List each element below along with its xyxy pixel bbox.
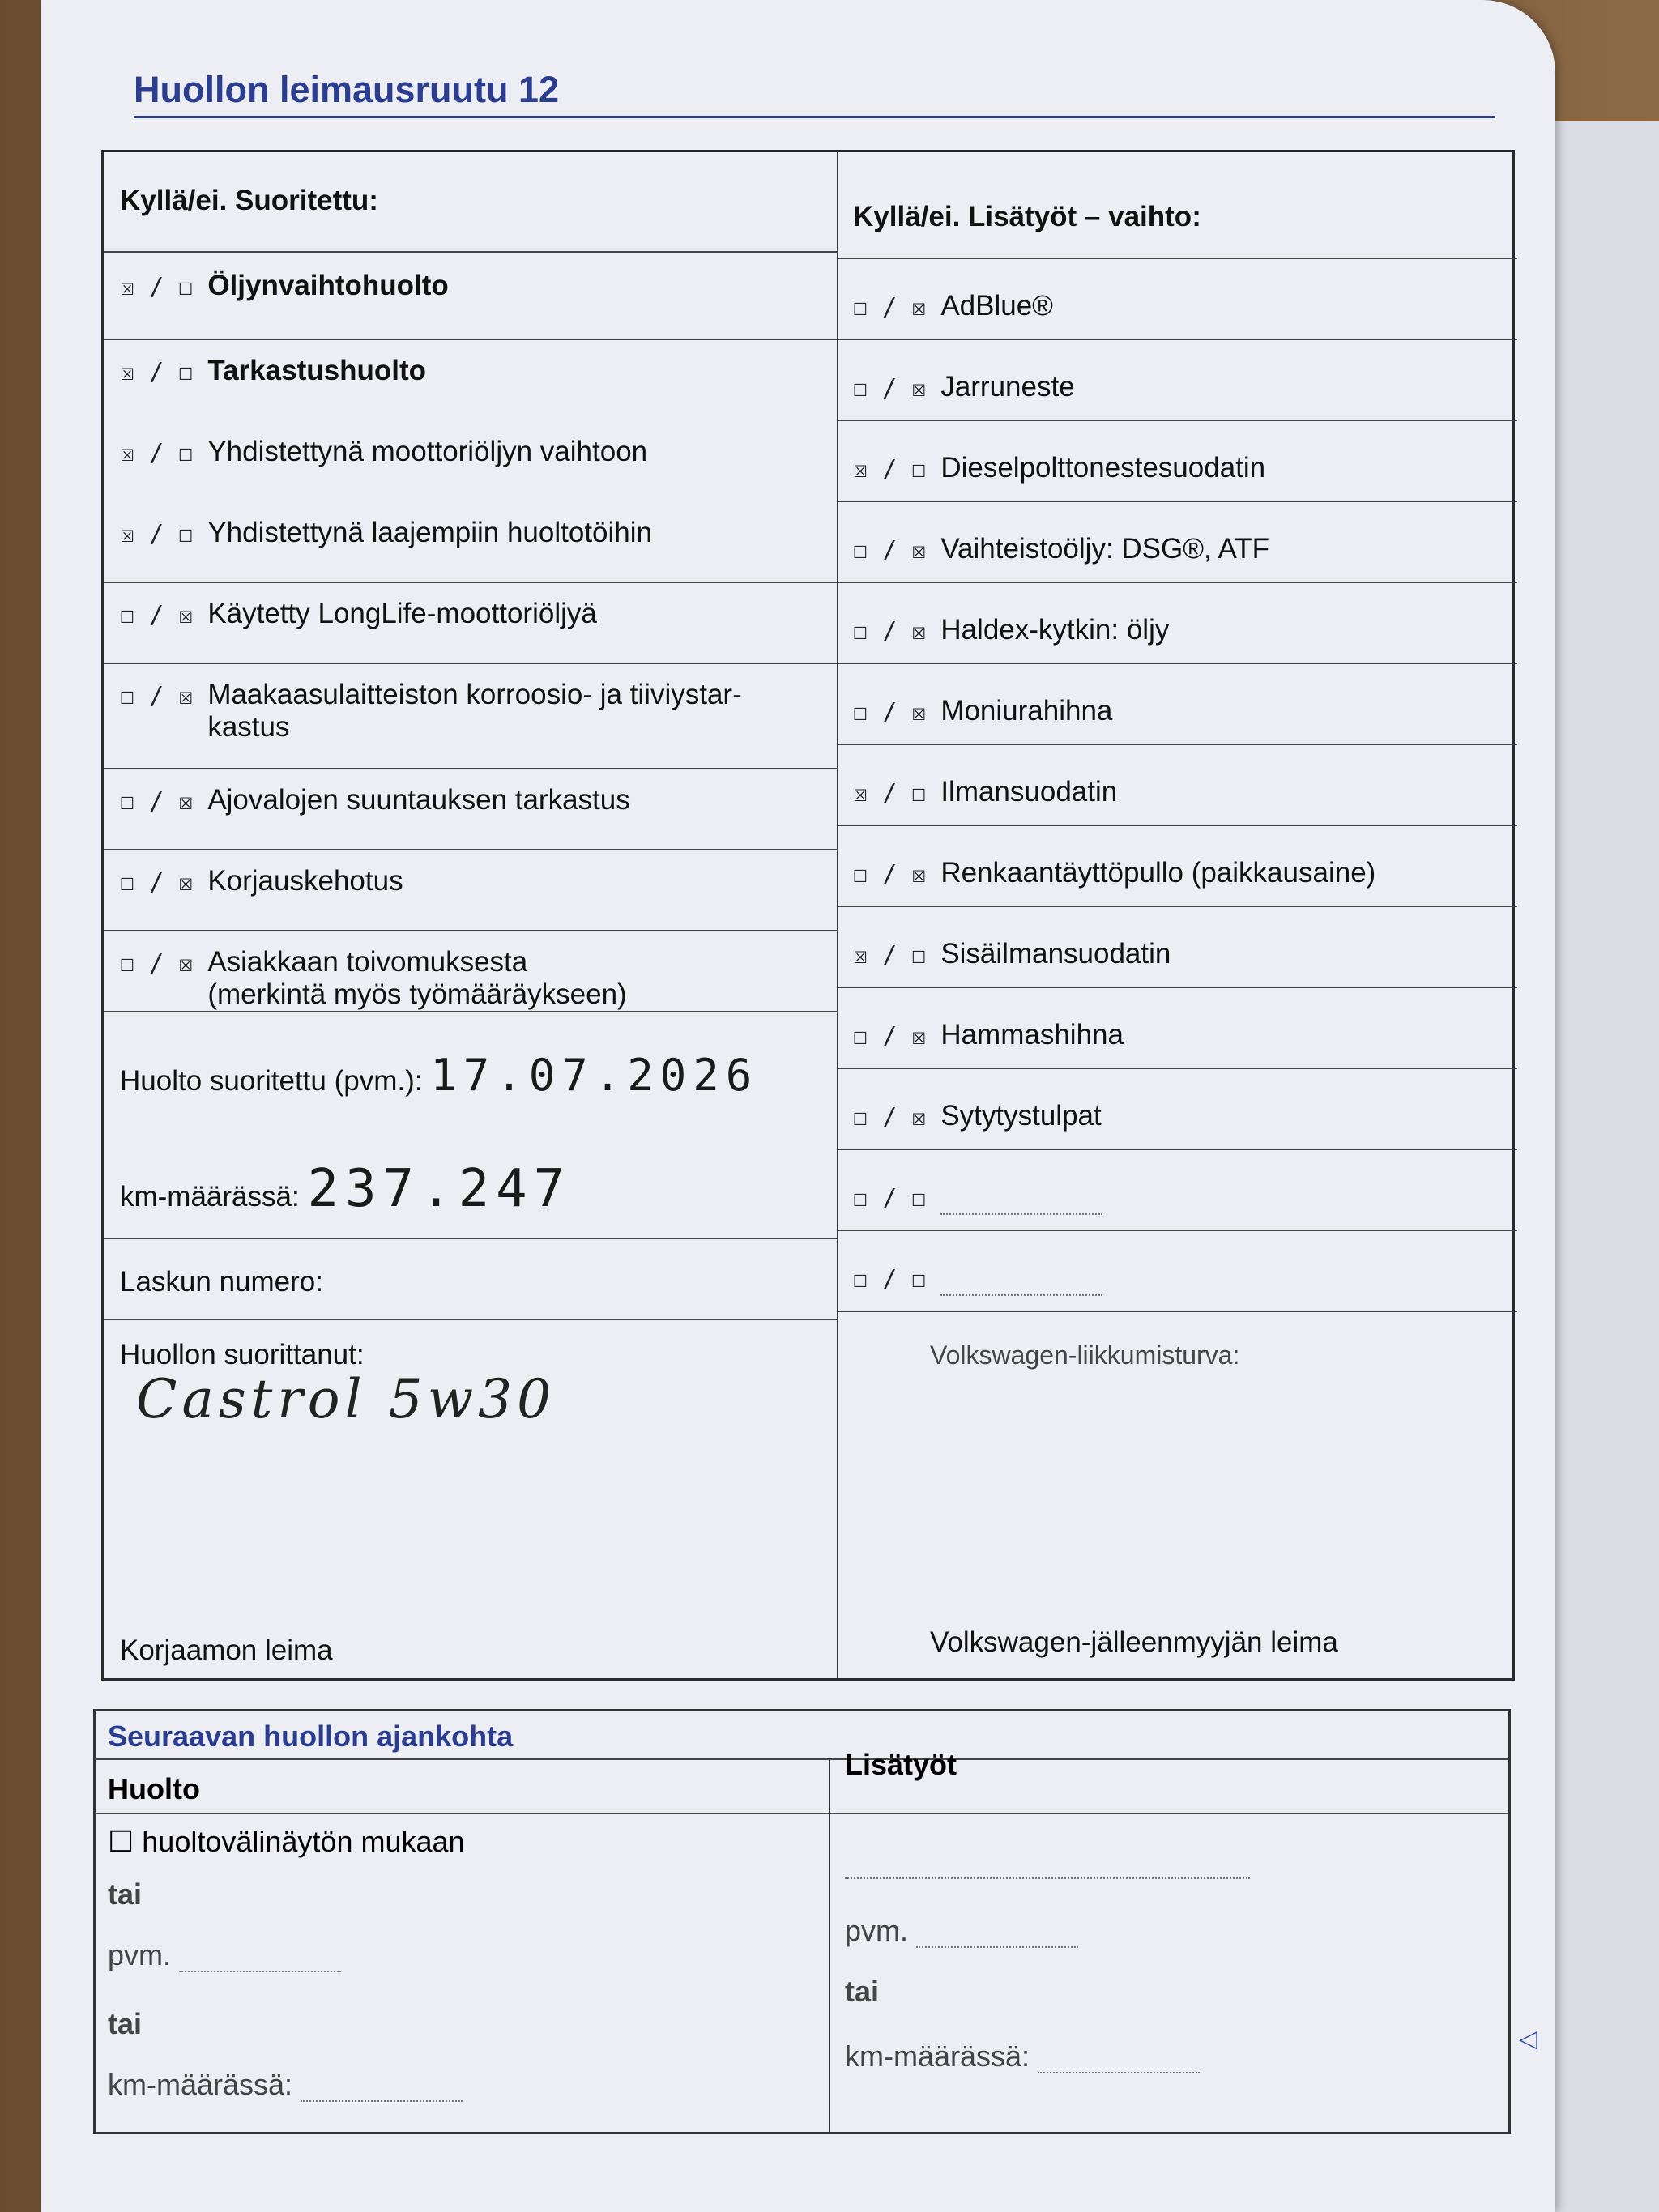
left-item-row	[120, 517, 825, 551]
right-km-field[interactable]	[1038, 2051, 1200, 2073]
right-item-label: Hammashihna	[940, 1019, 1124, 1051]
yes-no-checkbox[interactable]: ☐ / ☒	[853, 292, 927, 322]
right-line-field[interactable]	[845, 1845, 1250, 1879]
yes-no-checkbox[interactable]: ☐ / ☒	[853, 373, 927, 403]
yes-no-checkbox[interactable]: ☐ / ☒	[120, 681, 194, 710]
divider	[104, 1238, 837, 1239]
right-item-label: Vaihteistoöljy: DSG®, ATF	[940, 533, 1270, 565]
left-item-row	[120, 598, 825, 632]
service-date-label: Huolto suoritettu (pvm.):	[120, 1065, 423, 1097]
service-date-value[interactable]: 17.07.2026	[430, 1050, 759, 1101]
blank-item-field[interactable]	[940, 1192, 1102, 1215]
divider	[837, 987, 1517, 988]
right-item-row	[853, 1100, 1501, 1134]
divider	[837, 339, 1517, 340]
divider	[104, 930, 837, 931]
yes-no-checkbox[interactable]: ☒ / ☐	[853, 940, 927, 970]
next-km-field[interactable]	[301, 2079, 463, 2102]
divider	[837, 258, 1517, 259]
km-row	[120, 1159, 572, 1219]
right-item-label: Moniurahihna	[940, 695, 1113, 727]
divider	[104, 582, 837, 583]
right-date-row	[845, 1914, 1078, 1948]
page-title: Huollon leimausruutu 12	[134, 69, 1495, 118]
left-item-label: Asiakkaan toivomuksesta (merkintä myös työmääräykseen)	[207, 946, 627, 1010]
next-date-row	[108, 1938, 341, 1972]
left-item-row	[120, 946, 825, 1011]
right-item-row	[853, 1262, 1501, 1296]
left-item-label: Käytetty LongLife-moottoriöljyä	[207, 598, 597, 629]
divider	[104, 768, 837, 769]
right-km-label: km-määrässä:	[845, 2039, 1030, 2073]
divider	[837, 501, 1517, 502]
right-or-label: tai	[845, 1975, 880, 2008]
divider	[96, 1813, 1508, 1814]
next-km-label: km-määrässä:	[108, 2068, 293, 2101]
divider	[837, 582, 1517, 583]
right-item-label: Sisäilmansuodatin	[940, 938, 1171, 970]
yes-no-checkbox[interactable]: ☐ / ☒	[853, 616, 927, 646]
right-item-row	[853, 776, 1501, 810]
performed-by-value[interactable]: Castrol 5w30	[136, 1368, 557, 1430]
yes-no-checkbox[interactable]: ☐ / ☒	[853, 859, 927, 889]
yes-no-checkbox[interactable]: ☐ / ☒	[853, 697, 927, 727]
divider	[837, 663, 1517, 664]
right-km-row	[845, 2039, 1200, 2073]
left-item-label: Öljynvaihtohuolto	[207, 270, 449, 301]
next-km-row	[108, 2068, 463, 2102]
divider	[837, 420, 1517, 421]
yes-no-checkbox[interactable]: ☐ / ☐	[853, 1183, 927, 1213]
right-item-row	[853, 938, 1501, 972]
divider	[104, 339, 837, 340]
right-item-label: Haldex-kytkin: öljy	[940, 614, 1170, 646]
right-item-row	[853, 533, 1501, 567]
divider	[837, 1230, 1517, 1231]
left-item-label: Korjauskehotus	[207, 865, 403, 897]
right-date-label: pvm.	[845, 1914, 909, 1947]
right-item-row	[853, 695, 1501, 729]
right-item-row	[853, 290, 1501, 324]
yes-no-checkbox[interactable]: ☐ / ☒	[120, 867, 194, 897]
yes-no-checkbox[interactable]: ☒ / ☐	[120, 519, 194, 548]
left-item-label: Tarkastushuolto	[207, 355, 426, 386]
right-item-label: Dieselpolttonestesuodatin	[940, 452, 1266, 484]
stamp-right-label: Volkswagen-jälleenmyyjän leima	[930, 1626, 1338, 1658]
stamp-left-label: Korjaamon leima	[120, 1634, 333, 1666]
right-item-row	[853, 1019, 1501, 1053]
yes-no-checkbox[interactable]: ☐ / ☒	[120, 600, 194, 629]
performed-by-label: Huollon suorittanut:	[120, 1339, 365, 1370]
divider	[837, 1149, 1517, 1150]
service-date-row	[120, 1050, 759, 1101]
next-date-field[interactable]	[179, 1950, 341, 1972]
yes-no-checkbox[interactable]: ☐ / ☒	[120, 786, 194, 816]
right-item-row	[853, 614, 1501, 648]
next-left-head: Huolto	[108, 1772, 200, 1805]
invoice-label: Laskun numero:	[120, 1266, 323, 1298]
divider	[104, 849, 837, 850]
yes-no-checkbox[interactable]: ☐ / ☒	[120, 948, 194, 978]
yes-no-checkbox[interactable]: ☐ / ☐	[853, 1264, 927, 1294]
next-title: Seuraavan huollon ajankohta	[108, 1720, 514, 1753]
yes-no-checkbox[interactable]: ☒ / ☐	[853, 454, 927, 484]
right-item-label: Ilmansuodatin	[940, 776, 1118, 808]
column-divider	[837, 152, 838, 1678]
left-item-row	[120, 784, 825, 818]
divider	[104, 251, 837, 253]
right-item-row	[853, 452, 1501, 486]
service-stamp-grid	[101, 150, 1515, 1681]
yes-no-checkbox[interactable]: ☐ / ☒	[853, 1021, 927, 1051]
right-item-label: AdBlue®	[940, 290, 1053, 322]
column-divider	[829, 1758, 830, 2133]
yes-no-checkbox[interactable]: ☒ / ☐	[853, 778, 927, 808]
right-item-label: Renkaantäyttöpullo (paikkausaine)	[940, 857, 1376, 889]
left-item-row	[120, 436, 825, 470]
or-label: tai	[108, 1877, 143, 1911]
divider	[837, 744, 1517, 745]
yes-no-checkbox[interactable]: ☒ / ☐	[120, 272, 194, 301]
km-label: km-määrässä:	[120, 1181, 300, 1213]
blank-item-field[interactable]	[940, 1273, 1102, 1296]
next-date-label: pvm.	[108, 1938, 172, 1971]
divider	[104, 663, 837, 664]
divider	[837, 825, 1517, 826]
yes-no-checkbox[interactable]: ☒ / ☐	[120, 438, 194, 467]
divider	[96, 1758, 1508, 1760]
divider	[104, 1319, 837, 1320]
left-item-label: Yhdistettynä moottoriöljyn vaihtoon	[207, 436, 648, 467]
right-item-label: Jarruneste	[940, 371, 1075, 403]
next-right-head: Lisätyöt	[845, 1748, 957, 1781]
left-item-label: Maakaasulaitteiston korroosio- ja tiiviystar- kastus	[207, 679, 742, 743]
divider	[837, 906, 1517, 907]
left-item-row	[120, 355, 825, 389]
divider	[837, 1311, 1517, 1312]
left-item-row	[120, 865, 825, 899]
next-page-edge	[1539, 121, 1659, 2212]
mobility-label: Volkswagen-liikkumisturva:	[930, 1340, 1240, 1370]
right-item-row	[853, 857, 1501, 891]
right-date-field[interactable]	[916, 1925, 1078, 1948]
left-item-label: Yhdistettynä laajempiin huoltotöihin	[207, 517, 652, 548]
yes-no-checkbox[interactable]: ☐ / ☒	[853, 535, 927, 565]
right-item-label: Sytytystulpat	[940, 1100, 1102, 1132]
right-item-row	[853, 1181, 1501, 1215]
divider	[837, 1068, 1517, 1069]
km-value[interactable]: 237.247	[307, 1159, 572, 1219]
header-left: Kyllä/ei. Suoritettu:	[120, 185, 378, 216]
right-item-row	[853, 371, 1501, 405]
header-right: Kyllä/ei. Lisätyöt – vaihto:	[853, 201, 1201, 232]
left-item-row	[120, 270, 825, 304]
yes-no-checkbox[interactable]: ☐ / ☒	[853, 1102, 927, 1132]
left-item-label: Ajovalojen suuntauksen tarkastus	[207, 784, 630, 816]
divider	[104, 1011, 837, 1012]
next-service-section	[93, 1709, 1511, 2134]
by-display-option[interactable]: ☐ huoltovälinäytön mukaan	[108, 1825, 465, 1858]
left-item-row	[120, 679, 825, 744]
yes-no-checkbox[interactable]: ☒ / ☐	[120, 357, 194, 386]
page-arrow-icon: ◁	[1519, 2026, 1538, 2052]
or-label-2: tai	[108, 2007, 143, 2040]
